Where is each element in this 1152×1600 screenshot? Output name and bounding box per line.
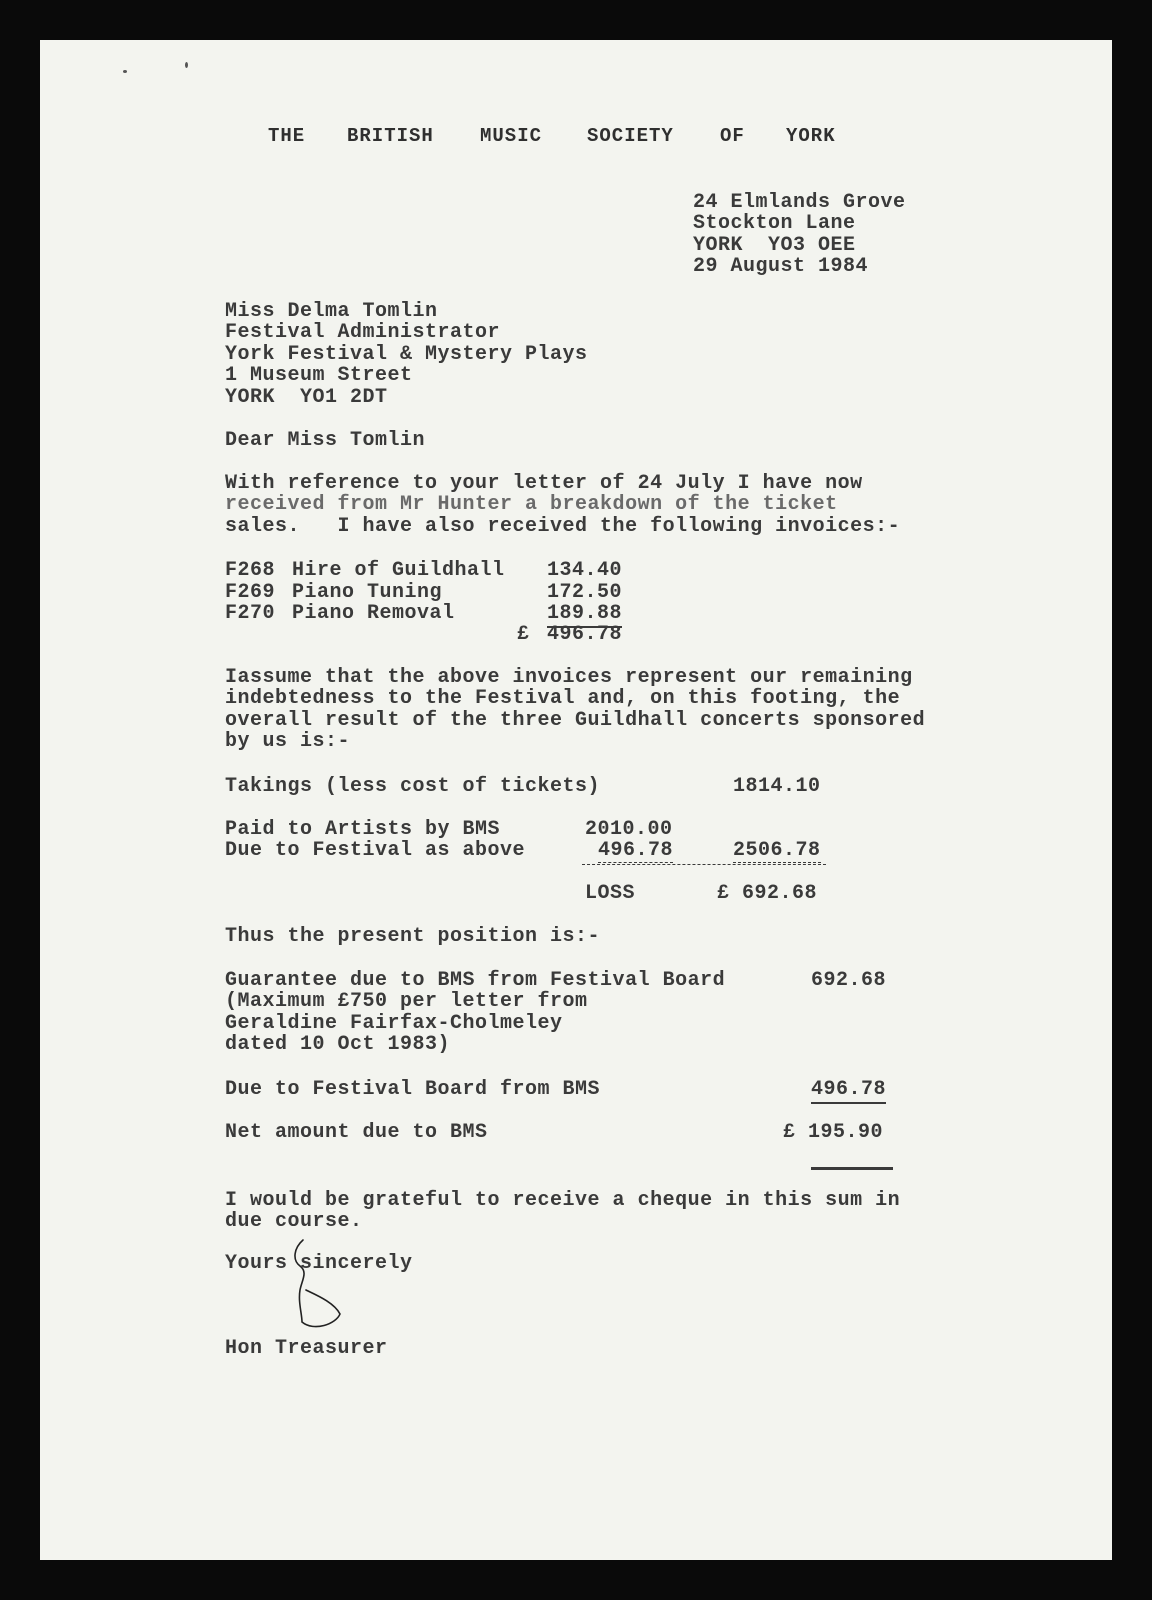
letterhead-word: THE <box>268 125 306 147</box>
paragraph-line: I would be grateful to receive a cheque in this sum in <box>225 1189 901 1212</box>
takings-value: 1814.10 <box>733 775 821 798</box>
due-board-row <box>225 1078 905 1100</box>
paper-speck <box>185 62 188 68</box>
due-label: Due to Festival as above <box>225 839 526 862</box>
guarantee-line: (Maximum £750 per letter from <box>225 990 588 1013</box>
paragraph-line: Iassume that the above invoices represent our remaining <box>225 666 913 689</box>
invoice-ref: F270 <box>225 602 276 625</box>
net-label: Net amount due to BMS <box>225 1121 488 1144</box>
net-row <box>225 1121 905 1143</box>
recipient-address-line: 1 Museum Street <box>225 364 413 387</box>
signature-stroke <box>295 1240 340 1327</box>
signatory-title: Hon Treasurer <box>225 1337 388 1360</box>
recipient-address-line: York Festival & Mystery Plays <box>225 343 588 366</box>
invoice-amount: 189.88 <box>547 602 622 628</box>
letterhead-word: YORK <box>786 125 836 147</box>
invoice-amount: 172.50 <box>547 581 623 604</box>
paragraph-line: received from Mr Hunter a breakdown of the ticket <box>225 493 838 516</box>
sender-address-line: 24 Elmlands Grove <box>693 191 906 214</box>
signature <box>288 1238 358 1348</box>
net-value: £ 195.90 <box>783 1121 884 1144</box>
paragraph-line: by us is:- <box>225 730 351 753</box>
sender-address-line: YORK YO3 OEE <box>693 234 856 257</box>
letterhead-word: OF <box>720 125 745 147</box>
letter-date: 29 August 1984 <box>693 255 869 278</box>
currency-symbol: £ <box>517 623 530 646</box>
salutation: Dear Miss Tomlin <box>225 429 426 452</box>
invoice-ref: F269 <box>225 581 276 604</box>
position-intro: Thus the present position is:- <box>225 925 601 948</box>
guarantee-line: Geraldine Fairfax-Cholmeley <box>225 1012 563 1035</box>
invoice-total: 496.78 <box>547 623 623 646</box>
invoice-description: Piano Removal <box>292 602 455 625</box>
paragraph-line: With reference to your letter of 24 July I have now <box>225 472 863 495</box>
guarantee-line: dated 10 Oct 1983) <box>225 1033 451 1056</box>
invoice-description: Piano Tuning <box>292 581 443 604</box>
due-value: 496.78 <box>598 839 674 862</box>
loss-value: £ 692.68 <box>717 882 818 905</box>
loss-label: LOSS <box>585 882 636 905</box>
paragraph-line: sales. I have also received the following invoices:- <box>225 515 901 538</box>
letter-page <box>40 40 1112 1560</box>
takings-label: Takings (less cost of tickets) <box>225 775 601 798</box>
sender-address-line: Stockton Lane <box>693 212 856 235</box>
paragraph-line: overall result of the three Guildhall concerts sponsored <box>225 709 926 732</box>
recipient-address-line: YORK YO1 2DT <box>225 386 388 409</box>
subtotal-rule <box>582 864 826 865</box>
recipient-address-line: Festival Administrator <box>225 321 501 344</box>
paid-label: Paid to Artists by BMS <box>225 818 501 841</box>
paper-speck <box>123 70 127 73</box>
net-rule <box>811 1167 893 1170</box>
letterhead-word: BRITISH <box>347 125 434 147</box>
letterhead-word: MUSIC <box>480 125 543 147</box>
paragraph-line: due course. <box>225 1210 363 1233</box>
guarantee-value: 692.68 <box>811 969 887 992</box>
valediction: Yours sincerely <box>225 1252 413 1275</box>
invoice-amount: 134.40 <box>547 559 623 582</box>
letterhead <box>0 126 1152 150</box>
guarantee-line: Guarantee due to BMS from Festival Board <box>225 969 726 992</box>
costs-total: 2506.78 <box>733 839 821 862</box>
due-board-value: 496.78 <box>811 1078 886 1104</box>
due-board-label: Due to Festival Board from BMS <box>225 1078 601 1101</box>
paragraph-line: indebtedness to the Festival and, on this footing, the <box>225 687 901 710</box>
recipient-address-line: Miss Delma Tomlin <box>225 300 438 323</box>
letterhead-word: SOCIETY <box>587 125 674 147</box>
invoice-ref: F268 <box>225 559 276 582</box>
paid-value: 2010.00 <box>585 818 673 841</box>
invoice-description: Hire of Guildhall <box>292 559 505 582</box>
